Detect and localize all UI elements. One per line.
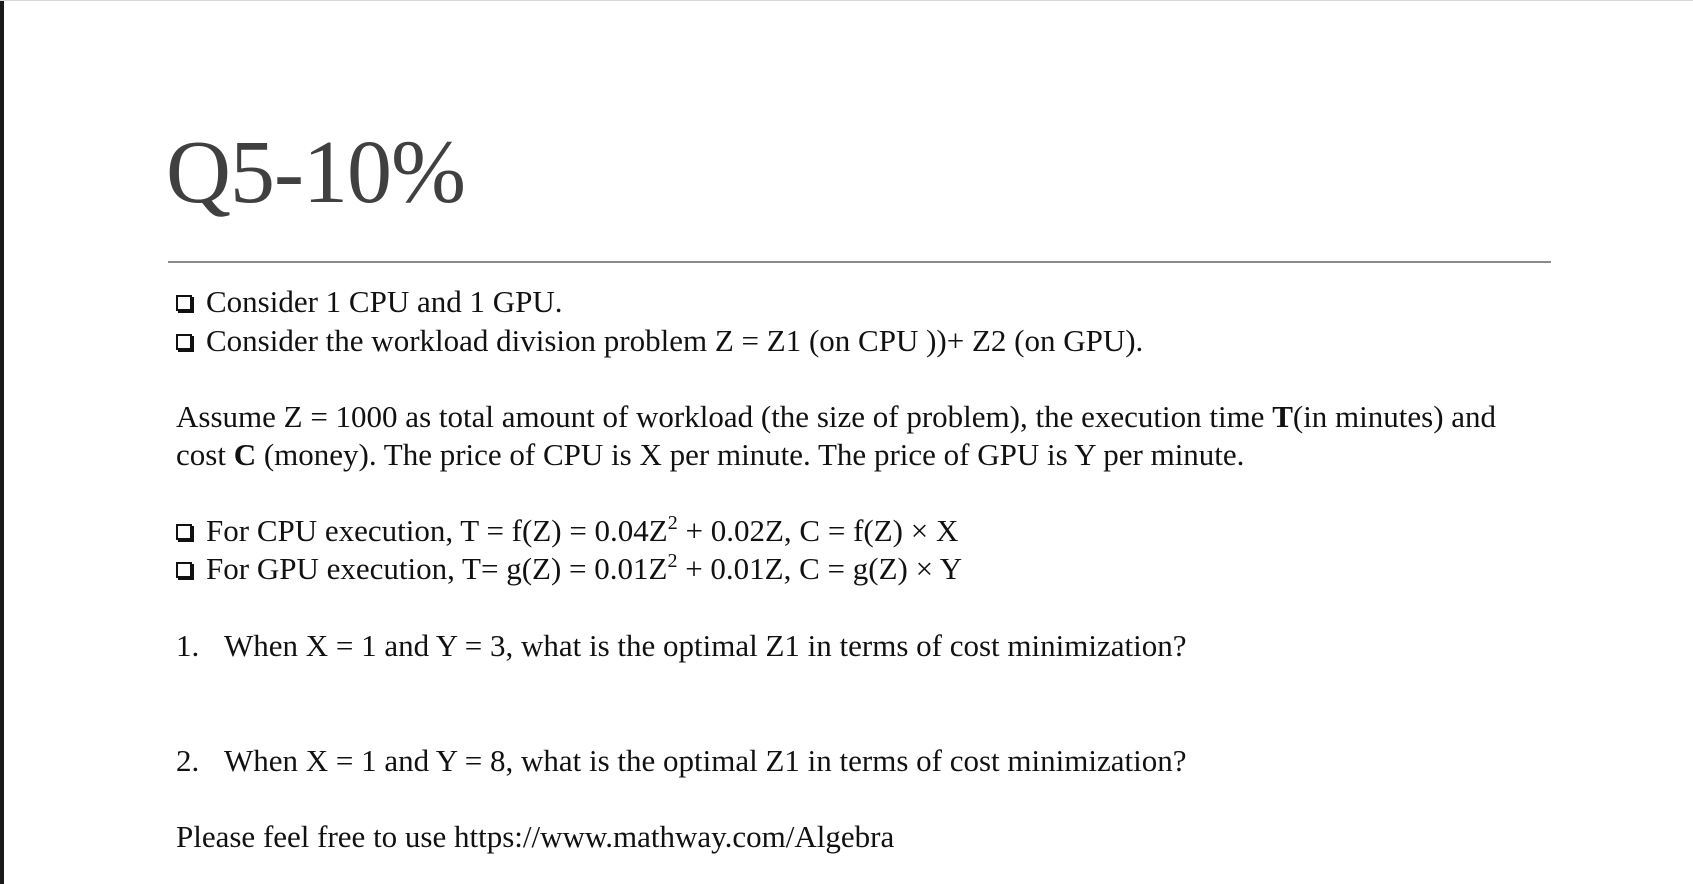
assume-text: (in minutes) and xyxy=(1292,399,1497,434)
checkbox-bullet-icon xyxy=(176,334,192,350)
checkbox-bullet-icon xyxy=(176,562,192,578)
assume-line-2 xyxy=(176,436,1244,474)
formula-text: + 0.02Z, C = f(Z) × X xyxy=(677,513,959,548)
formula-text: For CPU execution, T = f(Z) = 0.04Z xyxy=(206,513,668,548)
formula-gpu xyxy=(176,550,962,588)
assume-text: cost xyxy=(176,437,234,472)
formula-cpu xyxy=(176,512,958,550)
checkbox-bullet-icon xyxy=(176,524,192,540)
question-number: 1. xyxy=(176,628,200,663)
bullet-item-2 xyxy=(176,322,1143,360)
formula-text: + 0.01Z, C = g(Z) × Y xyxy=(677,551,963,586)
checkbox-bullet-icon xyxy=(176,295,192,311)
bullet-text: Consider the workload division problem Z = Z1 (on CPU ))+ Z2 (on GPU). xyxy=(206,323,1144,358)
question-2 xyxy=(176,742,1186,780)
bullet-text: Consider 1 CPU and 1 GPU. xyxy=(206,284,563,319)
assume-bold-c: C xyxy=(233,437,257,472)
assume-text: Assume Z = 1000 as total amount of workload (the size of problem), the execution time xyxy=(176,399,1273,434)
question-text: When X = 1 and Y = 8, what is the optimal Z1 in terms of cost minimization? xyxy=(224,743,1187,778)
question-text: When X = 1 and Y = 3, what is the optimal Z1 in terms of cost minimization? xyxy=(224,628,1187,663)
bullet-item-1 xyxy=(176,283,563,321)
assume-bold-t: T xyxy=(1272,399,1293,434)
question-1 xyxy=(176,627,1186,665)
title-divider xyxy=(168,261,1551,263)
footer-note: Please feel free to use https://www.mathway.com/Algebra xyxy=(176,819,895,854)
formula-superscript: 2 xyxy=(667,512,678,534)
formula-superscript: 2 xyxy=(667,550,678,572)
assume-line-1 xyxy=(176,398,1496,436)
formula-text: For GPU execution, T= g(Z) = 0.01Z xyxy=(206,551,668,586)
slide-title: Q5-10% xyxy=(166,123,465,222)
question-number: 2. xyxy=(176,743,200,778)
assume-text: (money). The price of CPU is X per minute. The price of GPU is Y per minute. xyxy=(256,437,1245,472)
